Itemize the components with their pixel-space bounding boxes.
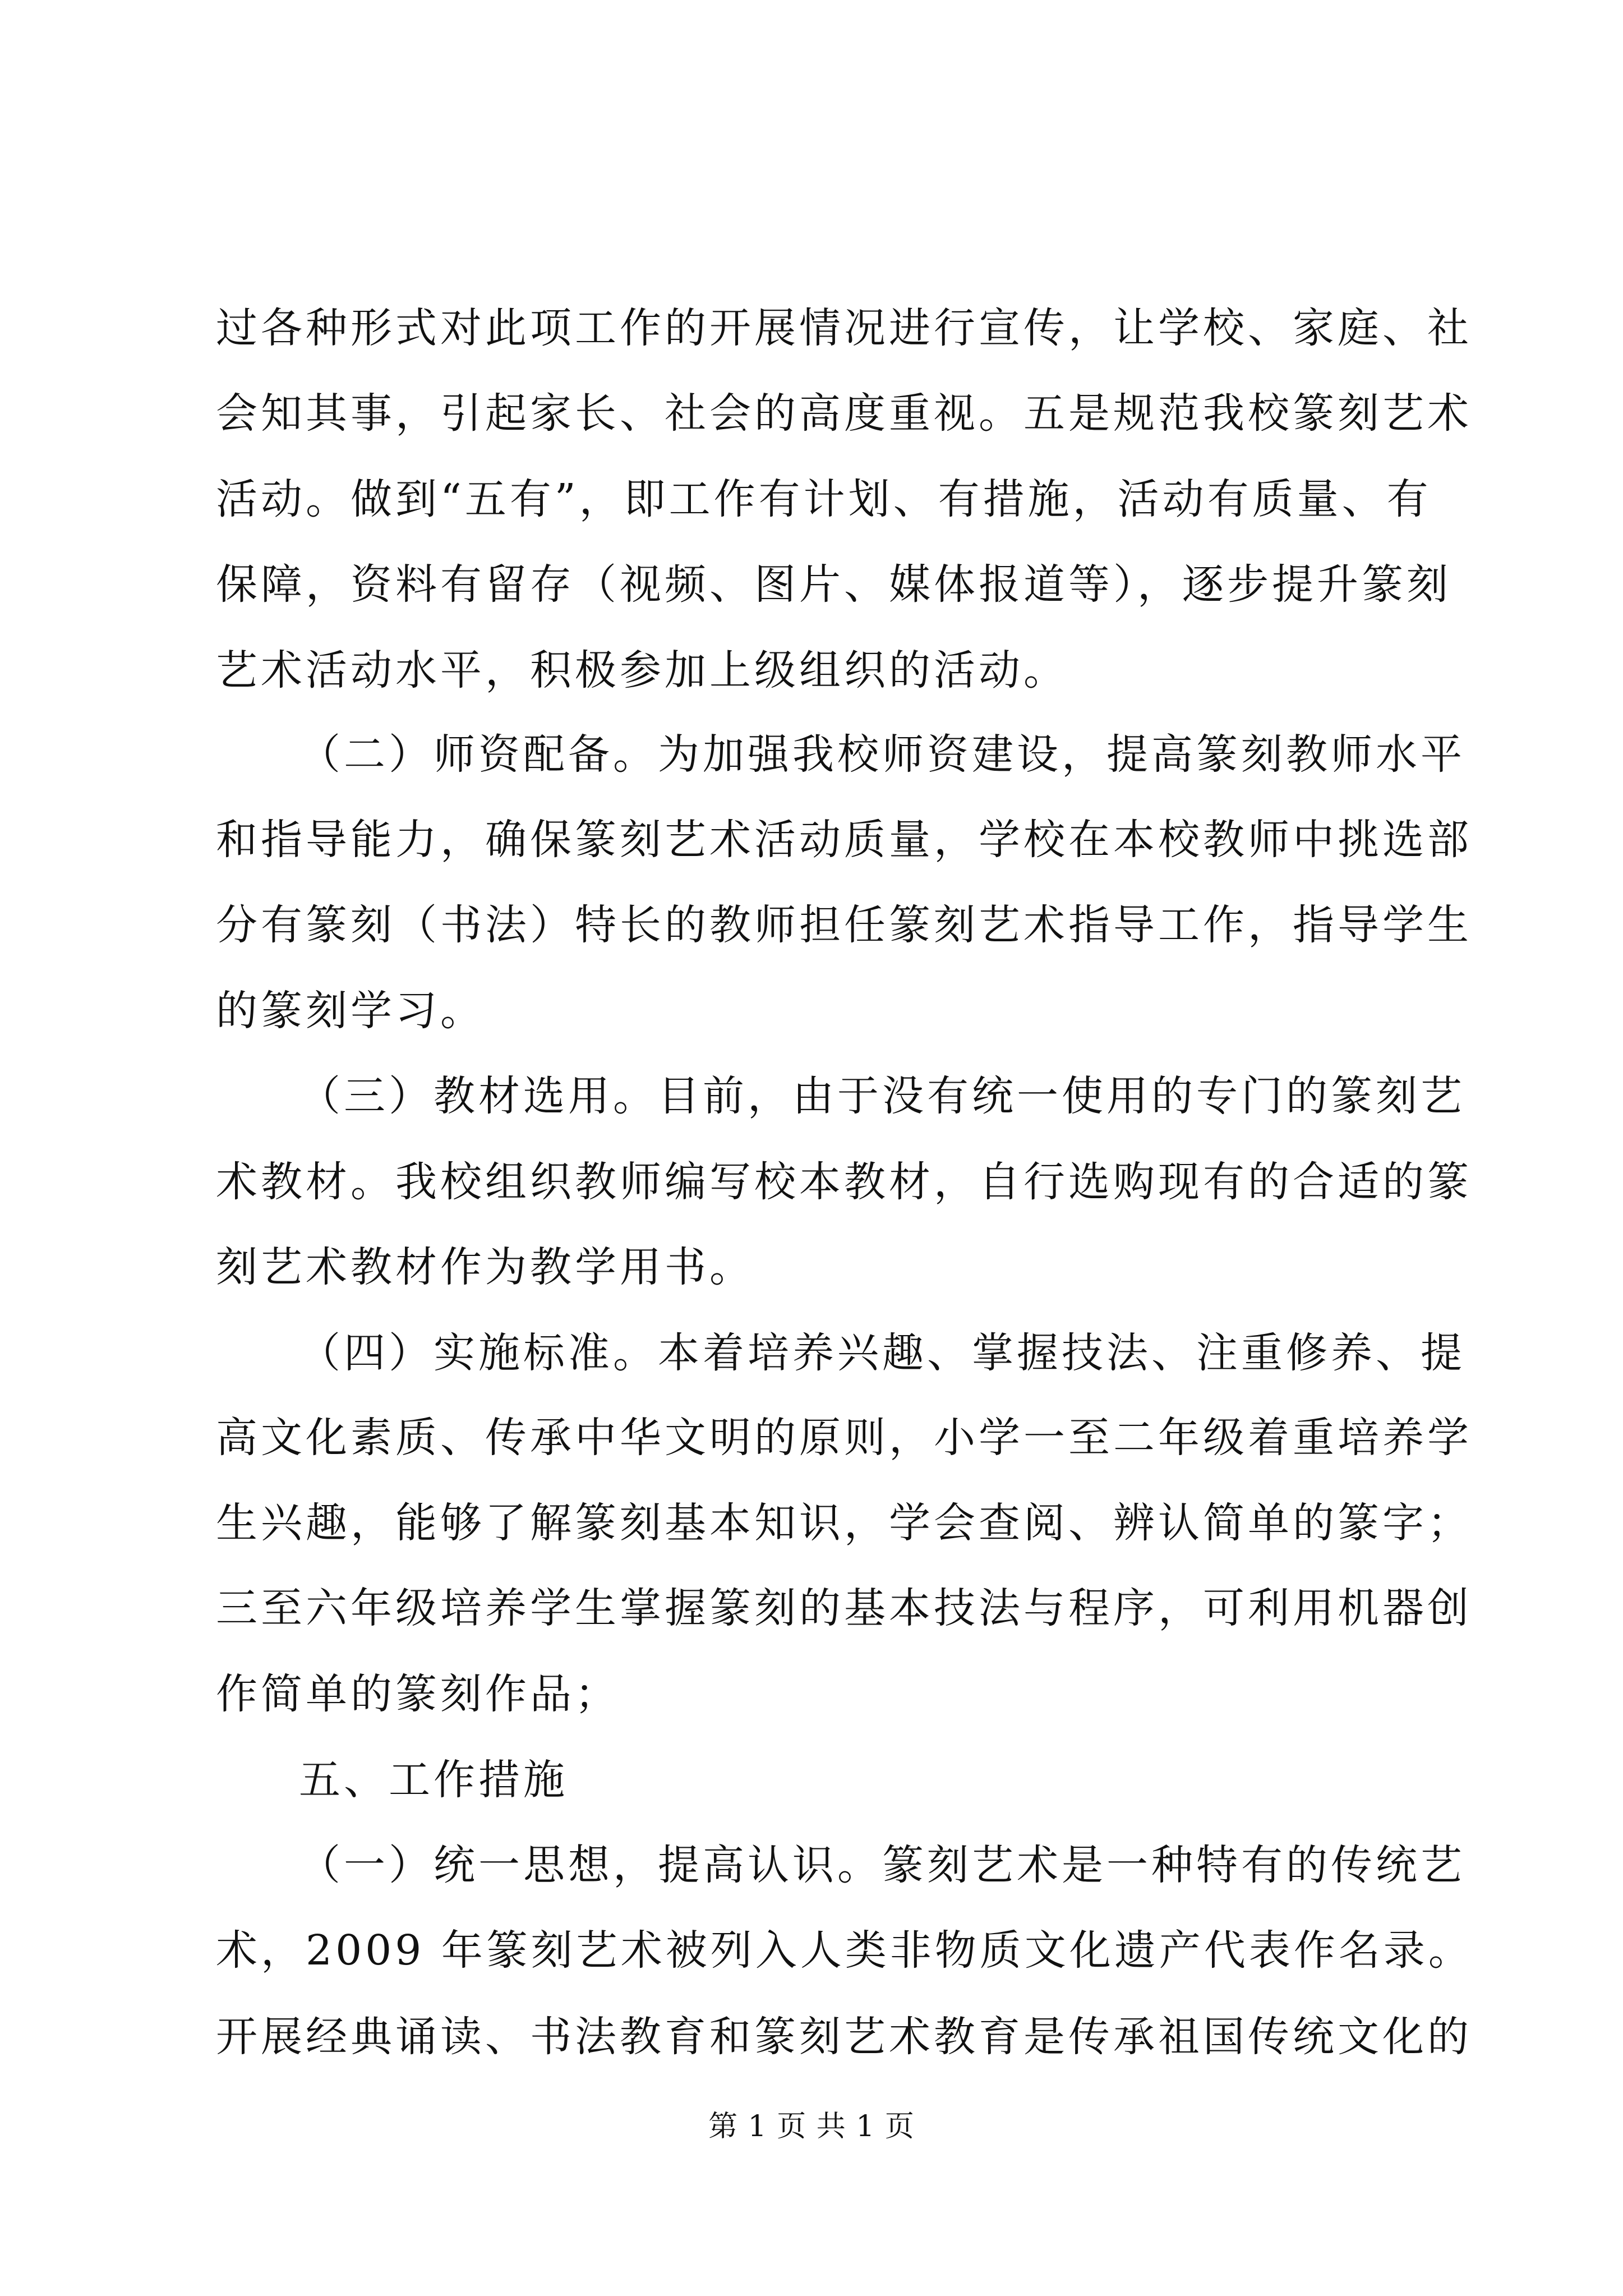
body-text-line: 保障，资料有留存（视频、图片、媒体报道等），逐步提升篆刻: [216, 560, 1451, 609]
body-text-line: 的篆刻学习。: [216, 987, 485, 1035]
body-text-line: 分有篆刻（书法）特长的教师担任篆刻艺术指导工作，指导学生: [216, 901, 1472, 949]
body-text-line: 术教材。我校组织教师编写校本教材，自行选购现有的合适的篆: [216, 1158, 1472, 1206]
paragraph-heading-line: （一）统一思想，提高认识。篆刻艺术是一种特有的传统艺: [299, 1841, 1465, 1889]
body-text-line: 高文化素质、传承中华文明的原则，小学一至二年级着重培养学: [216, 1414, 1472, 1462]
body-text-line: 作简单的篆刻作品；: [216, 1670, 620, 1718]
body-text-line: 开展经典诵读、书法教育和篆刻艺术教育是传承祖国传统文化的: [216, 2013, 1472, 2061]
body-text-line: 艺术活动水平，积极参加上级组织的活动。: [216, 646, 1068, 694]
body-text-line: 过各种形式对此项工作的开展情况进行宣传，让学校、家庭、社: [216, 304, 1472, 352]
page-number-footer: 第 1 页 共 1 页: [708, 2110, 915, 2143]
body-text-line: 会知其事，引起家长、社会的高度重视。五是规范我校篆刻艺术: [216, 389, 1472, 438]
body-text-line: 三至六年级培养学生掌握篆刻的基本技法与程序，可利用机器创: [216, 1584, 1472, 1632]
paragraph-heading-line: （二）师资配备。为加强我校师资建设，提高篆刻教师水平: [299, 730, 1465, 779]
body-text-line: 生兴趣，能够了解篆刻基本知识，学会查阅、辨认简单的篆字；: [216, 1499, 1472, 1547]
body-text-line: 和指导能力，确保篆刻艺术活动质量，学校在本校教师中挑选部: [216, 816, 1472, 864]
body-text-line: 术，2009 年篆刻艺术被列入人类非物质文化遗产代表作名录。: [216, 1926, 1473, 1975]
paragraph-heading-line: （四）实施标准。本着培养兴趣、掌握技法、注重修养、提: [299, 1329, 1465, 1377]
section-heading: 五、工作措施: [299, 1756, 568, 1804]
paragraph-heading-line: （三）教材选用。目前，由于没有统一使用的专门的篆刻艺: [299, 1072, 1465, 1120]
body-text-line: 刻艺术教材作为教学用书。: [216, 1243, 754, 1291]
body-text-line: 活动。做到“五有”，即工作有计划、有措施，活动有质量、有: [216, 475, 1432, 523]
